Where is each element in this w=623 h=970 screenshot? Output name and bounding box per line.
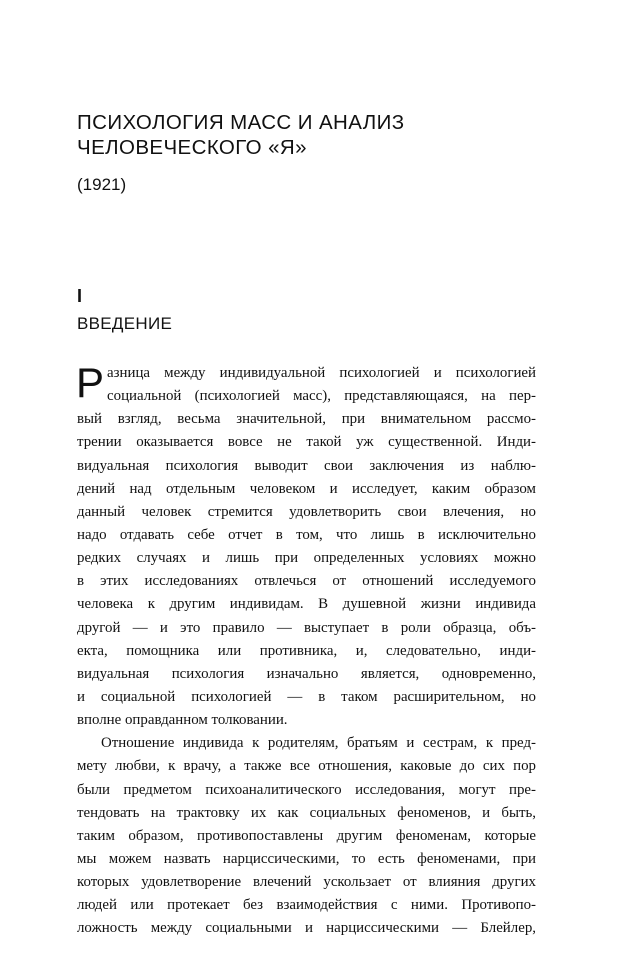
- text-line: людей или протекает без взаимодействия с ними. Противопо-: [77, 897, 536, 914]
- text-line: другой — и это правило — выступает в роли образца, объ-: [77, 619, 536, 636]
- chapter-year: (1921): [77, 175, 127, 194]
- text-line: тендовать на трактовку их как социальных феноменов, и быть,: [77, 804, 536, 821]
- chapter-title-line-1: ПСИХОЛОГИЯ МАСС И АНАЛИЗ: [77, 111, 405, 134]
- body-text: [76, 359, 536, 941]
- text-line: дений над отдельным человеком и исследует, каким образом: [77, 480, 536, 497]
- text-line: данный человек стремится удовлетворить свои влечения, но: [77, 503, 536, 520]
- paragraph-1: [76, 359, 536, 732]
- text-line: редких случаях и лишь при определенных условиях можно: [77, 550, 536, 567]
- text-line: надо отдавать себе отчет в том, что лишь в исключительно: [77, 526, 536, 543]
- text-line: трении оказывается вовсе не такой уж существенной. Инди-: [77, 434, 536, 451]
- paragraph-2: [77, 732, 536, 940]
- text-line: были предметом психоаналитического исследования, могут пре-: [77, 781, 536, 798]
- section-number: I: [77, 286, 83, 306]
- chapter-title-line-2: ЧЕЛОВЕЧЕСКОГО «Я»: [77, 136, 307, 159]
- text-line: и социальной психологией — в таком расширительном, но: [77, 688, 536, 705]
- text-line: социальной (психологией масс), представляющаяся, на пер-: [107, 388, 536, 405]
- text-line: таким образом, противопоставлены другим феноменам, которые: [77, 827, 536, 844]
- text-line: мету любви, к врачу, а также все отношения, каковые до сих пор: [77, 758, 536, 775]
- text-line: вый взгляд, весьма значительной, при внимательном рассмо-: [77, 411, 536, 428]
- text-line: Отношение индивида к родителям, братьям и сестрам, к пред-: [101, 735, 536, 752]
- text-line: видуальная психология изначально является, одновременно,: [77, 665, 536, 682]
- text-line: мы можем назвать нарциссическими, то есть феноменами, при: [77, 850, 536, 867]
- text-line: азница между индивидуальной психологией и психологией: [107, 365, 536, 381]
- text-line: екта, помощника или противника, и, следовательно, инди-: [77, 642, 536, 659]
- text-line: вполне оправданном толковании.: [77, 712, 288, 729]
- text-line: человека к другим индивидам. В душевной жизни индивида: [77, 596, 536, 613]
- section-title: ВВЕДЕНИЕ: [77, 314, 173, 333]
- chapter-title: [77, 110, 557, 160]
- text-line: ложность между социальными и нарциссическими — Блейлер,: [77, 920, 536, 937]
- text-line: в этих исследованиях отвлечься от отношений исследуемого: [77, 573, 536, 590]
- text-line: видуальная психология выводит свои заключения из наблю-: [77, 457, 536, 474]
- drop-cap: Р: [76, 359, 105, 406]
- text-line: которых удовлетворение влечений ускользает от влияния других: [77, 874, 536, 891]
